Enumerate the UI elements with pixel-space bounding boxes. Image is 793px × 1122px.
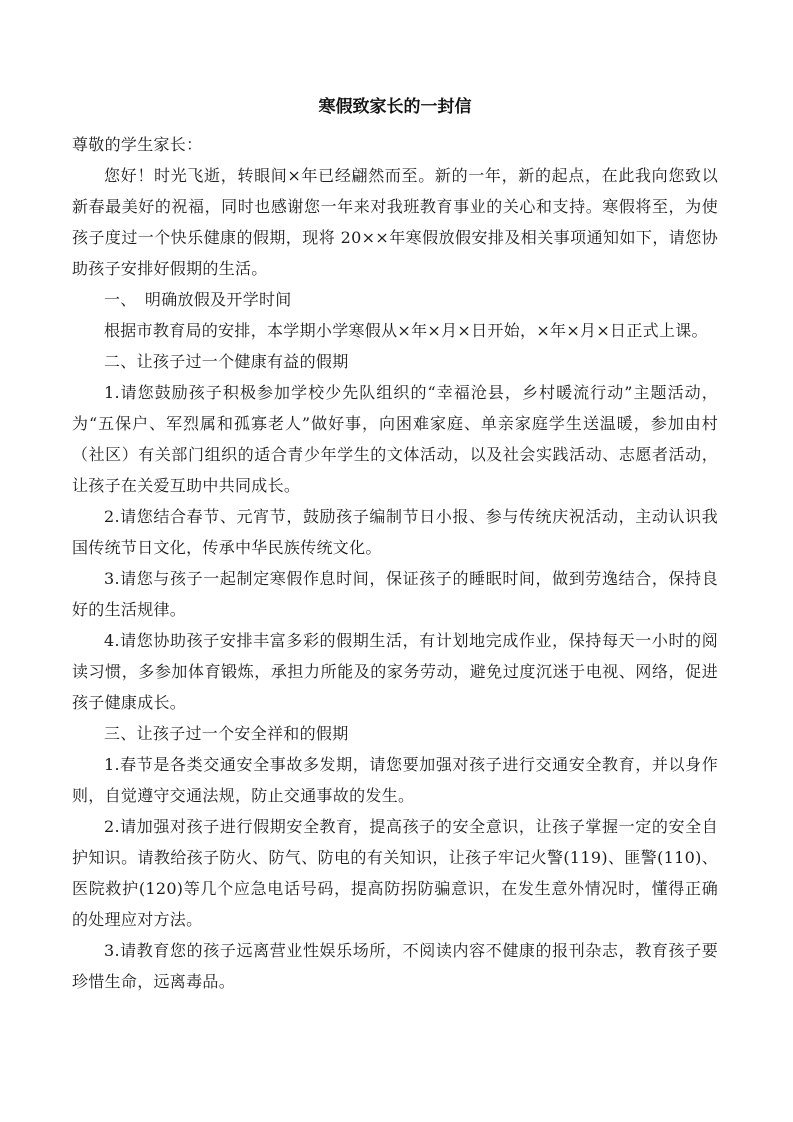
section1-heading: 一、 明确放假及开学时间 xyxy=(104,290,292,309)
section1-paragraph-schedule: 根据市教育局的安排，本学期小学寒假从×年×月×日开始，×年×月×日正式上课。 xyxy=(104,321,708,340)
section2-item-1: 1.请您鼓励孩子积极参加学校少先队组织的“幸福沧县，乡村暖流行动”主题活动，为“五保户、军烈属和孤寡老人”做好事，向困难家庭、单亲家庭学生送温暖，参加由村（社区）有关部门组织的适合青少年学生的文体活动，以及社会实践活动、志愿者活动，让孩子在关爱互助中共同成长。 xyxy=(72,383,718,495)
document-title: 寒假致家长的一封信 xyxy=(318,97,472,117)
section3-heading: 三、让孩子过一个安全祥和的假期 xyxy=(104,724,349,743)
section2-item-4: 4.请您协助孩子安排丰富多彩的假期生活，有计划地完成作业，保持每天一小时的阅读习惯，多参加体育锻炼，承担力所能及的家务劳动，避免过度沉迷于电视、网络，促进孩子健康成长。 xyxy=(72,631,718,712)
section2-item-2: 2.请您结合春节、元宵节，鼓励孩子编制节日小报、参与传统庆祝活动，主动认识我国传统节日文化，传承中华民族传统文化。 xyxy=(72,507,718,557)
section2-heading: 二、让孩子过一个健康有益的假期 xyxy=(104,352,349,371)
intro-paragraph: 您好！时光飞逝，转眼间×年已经翩然而至。新的一年，新的起点，在此我向您致以新春最美好的祝福，同时也感谢您一年来对我班教育事业的关心和支持。寒假将至，为使孩子度过一个快乐健康的假期，现将 20××年寒假放假安排及相关事项通知如下，请您协助孩子安排好假期的生活。 xyxy=(72,166,718,278)
section3-item-1: 1.春节是各类交通安全事故多发期，请您要加强对孩子进行交通安全教育，并以身作则，自觉遵守交通法规，防止交通事故的发生。 xyxy=(72,755,718,805)
section2-item-3: 3.请您与孩子一起制定寒假作息时间，保证孩子的睡眠时间，做到劳逸结合，保持良好的生活规律。 xyxy=(72,569,718,619)
section3-item-3: 3.请教育您的孩子远离营业性娱乐场所，不阅读内容不健康的报刊杂志，教育孩子要珍惜生命，远离毒品。 xyxy=(72,941,718,991)
section3-item-2: 2.请加强对孩子进行假期安全教育，提高孩子的安全意识，让孩子掌握一定的安全自护知识。请教给孩子防火、防气、防电的有关知识，让孩子牢记火警(119)、匪警(110)、医院救护(120)等几个应急电话号码，提高防拐防骗意识，在发生意外情况时，懂得正确的处理应对方法。 xyxy=(72,817,718,929)
salutation: 尊敬的学生家长： xyxy=(72,135,203,154)
